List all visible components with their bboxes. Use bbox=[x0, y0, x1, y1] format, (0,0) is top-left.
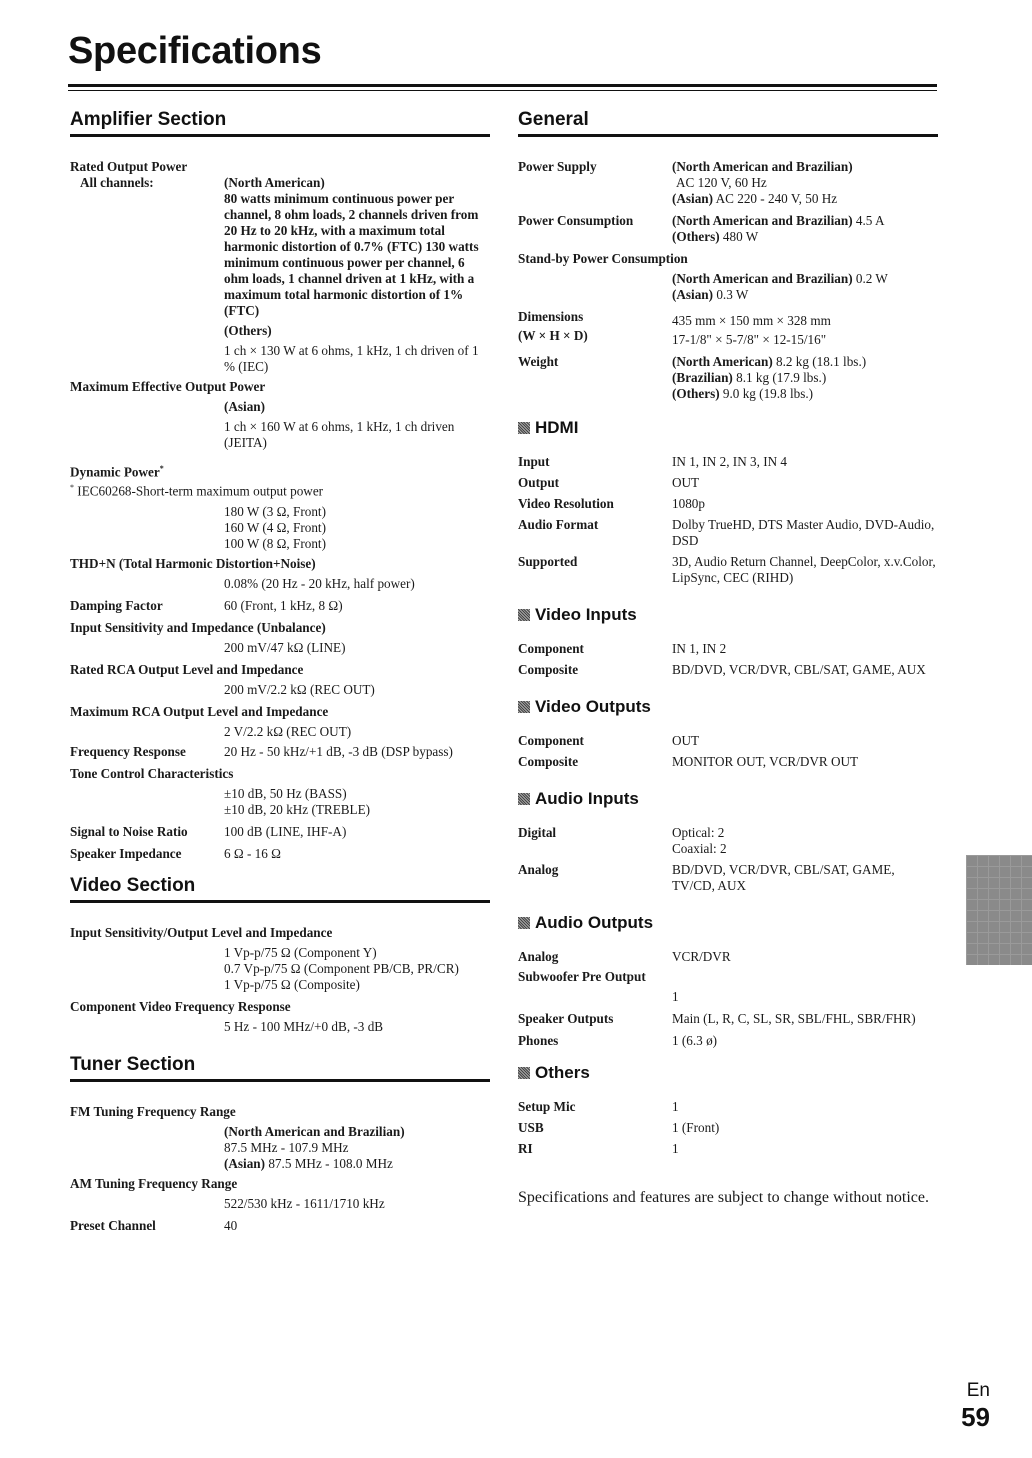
snr-label: Signal to Noise Ratio bbox=[70, 823, 188, 839]
speaker-impedance-label: Speaker Impedance bbox=[70, 845, 182, 861]
fm-nab-value: 87.5 MHz - 107.9 MHz bbox=[224, 1139, 349, 1155]
audio-input-value: Coaxial: 2 bbox=[672, 841, 727, 856]
language-label: En bbox=[966, 1380, 990, 1401]
subwoofer-label: Subwoofer Pre Output bbox=[518, 969, 646, 984]
audio-input-key bbox=[518, 841, 672, 857]
page-number: 59 bbox=[961, 1402, 990, 1432]
speaker-outputs-value: Main (L, R, C, SL, SR, SBL/FHL, SBR/FHR) bbox=[672, 1011, 916, 1026]
hdmi-row bbox=[518, 454, 938, 470]
frequency-response-value: 20 Hz - 50 kHz/+1 dB, -3 dB (DSP bypass) bbox=[224, 743, 453, 759]
asian-label: (Asian) bbox=[224, 399, 266, 414]
wt-br-value: 8.1 kg (17.9 lbs.) bbox=[736, 370, 827, 385]
right-column bbox=[518, 109, 938, 1209]
ps-nab-value: AC 120 V, 60 Hz bbox=[676, 175, 767, 190]
others-key: RI bbox=[518, 1141, 533, 1156]
wt-ot-value: 9.0 kg (19.8 lbs.) bbox=[722, 386, 814, 401]
power-consumption-label: Power Consumption bbox=[518, 213, 634, 228]
pc-others-label: (Others) bbox=[672, 229, 720, 244]
thd-label: THD+N (Total Harmonic Distortion+Noise) bbox=[70, 555, 316, 571]
audio-inputs-rows bbox=[518, 825, 938, 894]
others-value: 1 (Front) bbox=[672, 1120, 720, 1135]
video-outputs-heading: Video Outputs bbox=[518, 699, 938, 715]
hdmi-value: IN 1, IN 2, IN 3, IN 4 bbox=[672, 454, 788, 469]
dimensions-label: Dimensions bbox=[518, 309, 584, 324]
cvfr-label: Component Video Frequency Response bbox=[70, 998, 291, 1014]
amplifier-heading: Amplifier Section bbox=[70, 112, 490, 137]
video-input-value: BD/DVD, VCR/DVR, CBL/SAT, GAME, AUX bbox=[672, 662, 926, 677]
video-output-value: OUT bbox=[672, 733, 700, 748]
hdmi-key: Input bbox=[518, 454, 550, 469]
hdmi-value: 3D, Audio Return Channel, DeepColor, x.v.Color, LipSync, CEC (RIHD) bbox=[672, 554, 936, 585]
wt-br-label: (Brazilian) bbox=[672, 370, 733, 385]
isol-line-2: 0.7 Vp-p/75 Ω (Component PB/CB, PR/CR) bbox=[224, 960, 459, 976]
video-outputs-rows bbox=[518, 733, 938, 770]
dynamic-power-label: Dynamic Power* bbox=[70, 464, 164, 480]
pc-others-value: 480 W bbox=[722, 229, 759, 244]
others-rows bbox=[518, 1099, 938, 1157]
hdmi-value: 1080p bbox=[672, 496, 705, 511]
hdmi-row bbox=[518, 496, 938, 512]
fm-asian-label: (Asian) bbox=[224, 1155, 266, 1171]
others-text: 1 ch × 130 W at 6 ohms, 1 kHz, 1 ch driven of 1 % (IEC) bbox=[224, 343, 479, 374]
section-tab-thumbnail bbox=[966, 855, 1032, 965]
video-section-heading: Video Section bbox=[70, 878, 490, 903]
ps-nab-label: (North American and Brazilian) bbox=[672, 159, 853, 174]
isol-line-1: 1 Vp-p/75 Ω (Component Y) bbox=[224, 944, 377, 960]
wt-na-label: (North American) bbox=[672, 354, 773, 369]
others-key: Setup Mic bbox=[518, 1099, 576, 1114]
fm-asian-value: 87.5 MHz - 108.0 MHz bbox=[268, 1155, 393, 1171]
audio-input-row bbox=[518, 862, 938, 894]
max-rca-label: Maximum RCA Output Level and Impedance bbox=[70, 703, 329, 719]
isol-label: Input Sensitivity/Output Level and Impedance bbox=[70, 924, 333, 940]
bullet-square-icon bbox=[518, 917, 530, 929]
phones-value: 1 (6.3 ø) bbox=[672, 1033, 718, 1048]
rated-output-power-label: Rated Output Power bbox=[70, 159, 188, 174]
others-label: (Others) bbox=[224, 323, 272, 338]
audio-input-value: BD/DVD, VCR/DVR, CBL/SAT, GAME, TV/CD, AUX bbox=[672, 862, 895, 893]
sb-asian-label: (Asian) bbox=[672, 287, 714, 302]
ao-analog-label: Analog bbox=[518, 949, 559, 964]
dp-line-3: 100 W (8 Ω, Front) bbox=[224, 535, 326, 551]
dynamic-power-note: * IEC60268-Short-term maximum output power bbox=[70, 483, 324, 499]
hdmi-value: OUT bbox=[672, 475, 700, 490]
sb-nab-label: (North American and Brazilian) bbox=[672, 271, 853, 286]
others-row bbox=[518, 1099, 938, 1115]
bullet-square-icon bbox=[518, 701, 530, 713]
wt-na-value: 8.2 kg (18.1 lbs.) bbox=[776, 354, 867, 369]
subwoofer-value: 1 bbox=[672, 989, 679, 1004]
audio-input-key: Digital bbox=[518, 825, 557, 840]
hdmi-key: Supported bbox=[518, 554, 578, 569]
weight-label: Weight bbox=[518, 354, 559, 369]
sb-asian-value: 0.3 W bbox=[716, 287, 749, 302]
fm-range-label: FM Tuning Frequency Range bbox=[70, 1103, 236, 1119]
video-output-row bbox=[518, 733, 938, 749]
video-output-row bbox=[518, 754, 938, 770]
thd-value: 0.08% (20 Hz - 20 kHz, half power) bbox=[224, 575, 415, 591]
audio-outputs-heading: Audio Outputs bbox=[518, 915, 938, 931]
wt-ot-label: (Others) bbox=[672, 386, 720, 401]
general-heading: General bbox=[518, 112, 938, 137]
bullet-square-icon bbox=[518, 1067, 530, 1079]
hdmi-row bbox=[518, 554, 938, 586]
damping-value: 60 (Front, 1 kHz, 8 Ω) bbox=[224, 597, 343, 613]
am-range-value: 522/530 kHz - 1611/1710 kHz bbox=[224, 1195, 385, 1211]
pc-nab-label: (North American and Brazilian) bbox=[672, 213, 853, 228]
all-channels-label: All channels: bbox=[80, 175, 154, 190]
video-inputs-rows bbox=[518, 641, 938, 678]
snr-value: 100 dB (LINE, IHF-A) bbox=[224, 823, 347, 839]
cvfr-value: 5 Hz - 100 MHz/+0 dB, -3 dB bbox=[224, 1018, 384, 1034]
video-inputs-heading: Video Inputs bbox=[518, 607, 938, 623]
page-title: Specifications bbox=[68, 30, 322, 72]
dimensions-label-2: (W × H × D) bbox=[518, 328, 588, 343]
left-column bbox=[70, 109, 490, 1234]
hdmi-row bbox=[518, 517, 938, 549]
hdmi-key: Video Resolution bbox=[518, 496, 614, 511]
rated-rca-label: Rated RCA Output Level and Impedance bbox=[70, 661, 304, 677]
max-rca-value: 2 V/2.2 kΩ (REC OUT) bbox=[224, 723, 352, 739]
phones-label: Phones bbox=[518, 1033, 559, 1048]
video-output-value: MONITOR OUT, VCR/DVR OUT bbox=[672, 754, 859, 769]
others-value: 1 bbox=[672, 1141, 679, 1156]
north-american-text: 80 watts minimum continuous power per channel, 8 ohm loads, 2 channels driven from 20 Hz to 20 kHz, with a maximum total harmonic distortion of 0.7% (FTC) 130 watts minimum continuous power per channel, 6 ohm loads, 1 channel driven at 1 kHz, with a maximum total harmonic distortion of 1% (FTC) bbox=[224, 191, 479, 318]
video-input-row bbox=[518, 641, 938, 657]
fm-nab-label: (North American and Brazilian) bbox=[224, 1123, 405, 1139]
tone-control-label: Tone Control Characteristics bbox=[70, 765, 234, 781]
audio-input-key: Analog bbox=[518, 862, 559, 877]
hdmi-key: Output bbox=[518, 475, 560, 490]
pc-nab-value: 4.5 A bbox=[855, 213, 885, 228]
video-input-value: IN 1, IN 2 bbox=[672, 641, 727, 656]
others-row bbox=[518, 1141, 938, 1157]
footnote: Specifications and features are subject to change without notice. bbox=[518, 1189, 929, 1206]
sb-nab-value: 0.2 W bbox=[855, 271, 888, 286]
hdmi-value: Dolby TrueHD, DTS Master Audio, DVD-Audio, DSD bbox=[672, 517, 935, 548]
hdmi-rows bbox=[518, 454, 938, 586]
video-input-key: Composite bbox=[518, 662, 579, 677]
title-rule-thin bbox=[68, 90, 937, 91]
am-range-label: AM Tuning Frequency Range bbox=[70, 1175, 238, 1191]
asian-text: 1 ch × 160 W at 6 ohms, 1 kHz, 1 ch driven (JEITA) bbox=[224, 419, 455, 450]
dimensions-imperial: 17-1/8" × 5-7/8" × 12-15/16" bbox=[672, 332, 827, 347]
standby-label: Stand-by Power Consumption bbox=[518, 251, 688, 266]
dp-line-1: 180 W (3 Ω, Front) bbox=[224, 503, 326, 519]
ao-analog-value: VCR/DVR bbox=[672, 949, 731, 964]
bullet-square-icon bbox=[518, 609, 530, 621]
hdmi-key: Audio Format bbox=[518, 517, 599, 532]
others-key: USB bbox=[518, 1120, 544, 1135]
power-supply-label: Power Supply bbox=[518, 159, 597, 174]
ps-asian-value: AC 220 - 240 V, 50 Hz bbox=[715, 191, 838, 206]
tone-treble: ±10 dB, 20 kHz (TREBLE) bbox=[224, 801, 371, 817]
audio-inputs-heading: Audio Inputs bbox=[518, 791, 938, 807]
speaker-outputs-label: Speaker Outputs bbox=[518, 1011, 614, 1026]
title-rule bbox=[68, 84, 937, 87]
hdmi-heading: HDMI bbox=[518, 420, 938, 436]
input-sensitivity-label: Input Sensitivity and Impedance (Unbalance) bbox=[70, 619, 326, 635]
audio-input-row bbox=[518, 825, 938, 841]
input-sensitivity-value: 200 mV/47 kΩ (LINE) bbox=[224, 639, 346, 655]
video-output-key: Composite bbox=[518, 754, 579, 769]
dimensions-metric: 435 mm × 150 mm × 328 mm bbox=[672, 313, 831, 328]
audio-input-value: Optical: 2 bbox=[672, 825, 725, 840]
tuner-section-heading: Tuner Section bbox=[70, 1057, 490, 1082]
audio-input-row bbox=[518, 841, 938, 857]
frequency-response-label: Frequency Response bbox=[70, 743, 186, 759]
video-input-row bbox=[518, 662, 938, 678]
video-output-key: Component bbox=[518, 733, 584, 748]
ps-asian-label: (Asian) bbox=[672, 191, 714, 206]
isol-line-3: 1 Vp-p/75 Ω (Composite) bbox=[224, 976, 360, 992]
others-heading: Others bbox=[518, 1065, 938, 1081]
bullet-square-icon bbox=[518, 793, 530, 805]
video-input-key: Component bbox=[518, 641, 584, 656]
damping-label: Damping Factor bbox=[70, 597, 163, 613]
max-effective-label: Maximum Effective Output Power bbox=[70, 379, 266, 394]
north-american-label: (North American) bbox=[224, 175, 325, 190]
hdmi-row bbox=[518, 475, 938, 491]
preset-channel-value: 40 bbox=[224, 1217, 238, 1233]
rated-rca-value: 200 mV/2.2 kΩ (REC OUT) bbox=[224, 681, 375, 697]
preset-channel-label: Preset Channel bbox=[70, 1217, 156, 1233]
others-value: 1 bbox=[672, 1099, 679, 1114]
dp-line-2: 160 W (4 Ω, Front) bbox=[224, 519, 326, 535]
speaker-impedance-value: 6 Ω - 16 Ω bbox=[224, 845, 281, 861]
bullet-square-icon bbox=[518, 422, 530, 434]
tone-bass: ±10 dB, 50 Hz (BASS) bbox=[224, 785, 347, 801]
others-row bbox=[518, 1120, 938, 1136]
